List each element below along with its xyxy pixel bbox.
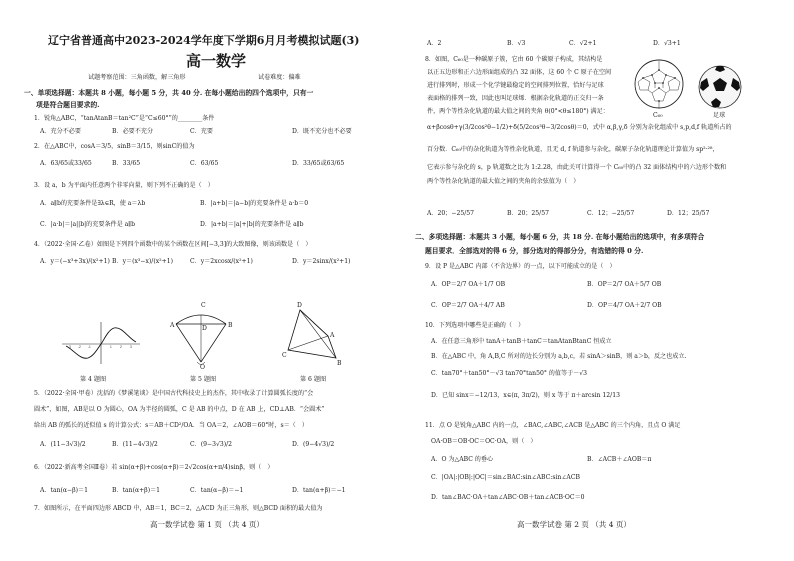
q8-line8: 它表示参与杂化的 s，p 轨道数之比为 1:2.28，由此关可计算得一个 C₆₀中的凸 32 面体结构中的六边形个数和 xyxy=(427,164,727,171)
q8-line3: 进行排列时，形成一个化学键最稳定的空间排列位置，恰好与足球 xyxy=(427,82,604,89)
q11-line2: OA·OB＝OB·OC＝OC·OA，则（ ） xyxy=(431,438,537,445)
q11-line1: 11．点 O 是锐角△ABC 内的一点，∠BAC,∠ABC,∠ACB 是△ABC 的三个内角，且点 O 满足 xyxy=(425,422,681,429)
section2-line2: 题目要求．全部选对的得 6 分，部分选对的得部分分，有选错的得 0 分. xyxy=(425,247,644,255)
q5-line1: 5．（2022·全国·甲卷）沈括的《梦溪笔谈》是中国古代科技史上的杰作，其中收录了计算圆弧长度的“会 xyxy=(34,390,314,397)
q5-line2: 圆术”，如图，AB是以 O 为圆心，OA 为半径的圆弧，C 是 AB 的中点，D 在 AB 上，CD⊥AB．“会圆术” xyxy=(34,406,325,413)
q8-line2: 以正五边形和正六边形面组成的凸 32 面体，这 60 个 C 原子在空间 xyxy=(427,69,612,76)
q5-opt-c: C．(9−3√3)/2 xyxy=(190,441,233,448)
figure5-label-c: C xyxy=(201,302,206,309)
figure6-label-a: A xyxy=(330,332,335,339)
q8-line1: 8．如图，C₆₀是一种碳原子簇，它由 60 个碳原子构成，其结构是 xyxy=(425,56,603,63)
q11-opt-d: D．tan∠BAC·OA＋tan∠ABC·OB＋tan∠ACB·OC＝0 xyxy=(431,494,585,501)
figure6-caption: 第 6 题图 xyxy=(300,376,327,383)
q6-opt-c: C．tan(α−β)＝−1 xyxy=(190,487,244,494)
figure4-caption: 第 4 题图 xyxy=(80,376,107,383)
q9-stem: 9．设 P 是△ABC 内部（不含边界）的一点，以下可能成立的是（ ） xyxy=(425,263,616,270)
q2-stem: 2．在△ABC中，cosA＝3/5，sinB＝3/15，则sinC的值为 xyxy=(34,143,195,150)
q8-line6: α+βcosθ+γ(3/2cos²θ−1/2)+δ(5/2cos³θ−3/2cosθ)＝0，式中 α,β,γ,δ 分别为杂化组成中 s,p,d,f 轨道所占的 xyxy=(427,124,732,131)
figure6-diag-ca xyxy=(288,336,328,350)
figure5-label-a: A xyxy=(170,322,175,329)
figure6-label-c: C xyxy=(282,352,287,359)
q4-opt-b: B．y＝(x³−x)/(x²+1) xyxy=(112,258,173,265)
svg-text:-3: -3 xyxy=(68,345,71,349)
svg-text:-2: -2 xyxy=(78,345,81,349)
figure6-label-b: B xyxy=(337,360,342,367)
q8-opt-a: A．20；−25/57 xyxy=(427,210,475,217)
q1-opt-d: D．既不充分也不必要 xyxy=(292,128,352,135)
q9-opt-c: C．OP＝2/7 OA＋4/7 AB xyxy=(431,302,505,309)
q7-opt-c: C．√2+1 xyxy=(569,40,597,47)
c60-molecule xyxy=(633,58,685,112)
section2-line1: 二、多项选择题：本题共 3 小题，每小题 6 分，共 18 分. 在每小题给出的选项中，有多项符合 xyxy=(415,233,705,241)
q2-opt-b: B．33/65 xyxy=(112,160,141,167)
q6-stem: 6．（2022·新高考全国Ⅱ卷）若 sin(α+β)+cos(α+β)＝2√2cos(α+π/4)sinβ，则（ ） xyxy=(34,464,274,471)
exam-difficulty: 试卷难度：偏难 xyxy=(258,74,301,81)
q5-opt-b: B．(11−4√3)/2 xyxy=(112,441,158,448)
q8-opt-c: C．12；−25/57 xyxy=(587,210,635,217)
q1-opt-a: A．充分不必要 xyxy=(40,128,81,135)
svg-text:-1: -1 xyxy=(88,345,91,349)
q6-opt-d: D．tan(α+β)＝−1 xyxy=(292,487,346,494)
q1-opt-c: C．充要 xyxy=(190,128,213,135)
figure6-label-d: D xyxy=(297,302,302,309)
q8-line5: 件，两个等性杂化轨道的最大值之间的夹角 θ(0°<θ≤180°) 满足： xyxy=(427,108,609,115)
q7-stem: 7．如图所示，在平面四边形 ABCD 中，AB＝1，BC＝2，△ACD 为正三角形，则△BCD 面积的最大值为 xyxy=(34,505,323,512)
q2-opt-d: D．33/65或63/65 xyxy=(292,160,345,167)
q9-opt-d: D．OP＝4/7 OA＋2/7 OB xyxy=(587,302,662,309)
svg-text:2: 2 xyxy=(120,345,122,349)
figure5-label-b: B xyxy=(228,322,233,329)
q3-stem: 3．设 a，b 为平面内任意两个非零向量，则下列不正确的是（ ） xyxy=(34,182,214,189)
q4-opt-a: A．y＝(−x³+3x)/(x²+1) xyxy=(40,258,110,265)
q7-opt-d: D．√3+1 xyxy=(653,40,681,47)
section1-line1: 一、单项选择题：本题共 8 小题，每小题 5 分，共 40 分. 在每小题给出的四个选项中，只有一 xyxy=(24,89,314,97)
q8-line7: 百分数．C₆₀中的杂化轨道为等性杂化轨道，且无 d, f 轨道参与杂化，碳原子杂化轨道理论计算值为 sp²·²⁸， xyxy=(427,146,719,153)
q3-opt-c: C．|a·b|＝|a||b|的充要条件是 a∥b xyxy=(40,221,136,228)
figure5-arc xyxy=(170,304,232,370)
q10-opt-d: D．已知 sinx＝−12/13，x∈(π, 3π/2)，则 x 等于 π＋arcsin 12/13 xyxy=(431,392,620,399)
figure5-label-o: O xyxy=(200,364,205,371)
subject-title: 高一数学 xyxy=(186,52,247,70)
right-footer: 高一数学试卷 第 2 页 （共 4 页） xyxy=(517,520,631,529)
soccer-ball xyxy=(697,64,743,110)
q3-opt-b: B．|a+b|＝|a−b|的充要条件是 a·b＝0 xyxy=(200,200,309,207)
q10-opt-c: C．tan70°＋tan50°－√3 tan70°tan50° 的值等于－√3 xyxy=(431,370,588,377)
svg-text:3: 3 xyxy=(130,345,132,349)
section1-line2: 项是符合题目要求的. xyxy=(36,101,100,109)
figure6-quad xyxy=(280,306,346,368)
q7-opt-b: B．√3 xyxy=(507,40,526,47)
figure6-outline xyxy=(288,310,336,358)
exam-scope: 试题考察范围：三角函数，解三角形 xyxy=(88,74,186,81)
q11-opt-b: B．∠ACB＋∠AOB＝π xyxy=(587,456,652,463)
left-footer: 高一数学试卷 第 1 页 （共 4 页） xyxy=(150,520,264,529)
q8-opt-d: D．12；25/57 xyxy=(667,210,710,217)
q6-opt-a: A．tan(α−β)＝1 xyxy=(40,487,88,494)
exam-title: 辽宁省普通高中2023-2024学年度下学期6月月考模拟试题(3) xyxy=(48,34,360,47)
q1-opt-b: B．必要不充分 xyxy=(112,128,154,135)
q2-opt-c: C．63/65 xyxy=(190,160,219,167)
q1-stem: 1．锐角△ABC，“tanAtanB＝tan²C”是“C≤60°”的________条件 xyxy=(34,115,215,122)
svg-text:1: 1 xyxy=(110,345,112,349)
q2-opt-a: A．63/65或33/65 xyxy=(40,160,92,167)
q8-line4: 表面格的排列一致，因此也叫足球烯．根据杂化轨道的正交归一条 xyxy=(427,95,604,102)
q4-stem: 4．（2022·全国·乙卷）如图是下列四个函数中的某个函数在区间[−3,3]的大致图像，则该函数是（ ） xyxy=(34,241,312,248)
q5-opt-a: A．(11−3√3)/2 xyxy=(40,441,86,448)
q10-stem: 10．下列选项中哪些是正确的（ ） xyxy=(425,322,525,329)
q5-opt-d: D．(9−4√3)/2 xyxy=(292,441,335,448)
q3-opt-d: D．|a+b|＝|a|+|b|的充要条件是 a∥b xyxy=(200,221,304,228)
q3-opt-a: A．a∥b的充要条件是∃λ∈R，使 a＝λb xyxy=(40,200,146,207)
q9-opt-a: A．OP＝2/7 OA＋1/7 OB xyxy=(431,281,506,288)
q8-line9: 两个等性杂化轨道的最大值之间的夹角的余弦值为（ ） xyxy=(427,178,580,185)
q11-opt-a: A．O 为△ABC 的垂心 xyxy=(431,456,494,463)
figure5-radius-a xyxy=(176,324,201,362)
figure5-label-d: D xyxy=(202,325,207,332)
c60-caption: C₆₀ xyxy=(653,112,663,119)
q6-opt-b: B．tan(α+β)＝1 xyxy=(112,487,161,494)
figure5-caption: 第 5 题图 xyxy=(190,376,217,383)
q10-opt-a: A．在任意三角形中 tanA＋tanB＋tanC＝tanAtanBtanC 恒成立 xyxy=(431,338,612,345)
q4-opt-d: D．y＝2sinx/(x²+1) xyxy=(292,258,351,265)
ball-caption: 足球 xyxy=(713,112,726,119)
q8-opt-b: B．20；25/57 xyxy=(507,210,549,217)
figure6-side-da xyxy=(300,310,328,336)
q9-opt-b: B．OP＝2/7 OA＋5/7 OB xyxy=(587,281,662,288)
figure4-graph xyxy=(60,318,142,366)
q4-opt-c: C．y＝2xcosx/(x²+1) xyxy=(190,258,253,265)
right-page xyxy=(397,0,794,561)
q7-opt-a: A．2 xyxy=(427,40,442,47)
q11-opt-c: C．|OA|:|OB|:|OC|＝sin∠BAC:sin∠ABC:sin∠ACB xyxy=(431,474,580,481)
q10-opt-b: B．在△ABC 中，角 A,B,C 所对的边长分别为 a,b,c，若 sinA＞sinB，则 a＞b，反之也成立. xyxy=(431,353,687,360)
q5-line3: 给出 AB 的弧长的近似值 s 的计算公式：s＝AB＋CD²/OA．当 OA＝2，∠AOB＝60°时，s＝（ ） xyxy=(34,422,308,429)
